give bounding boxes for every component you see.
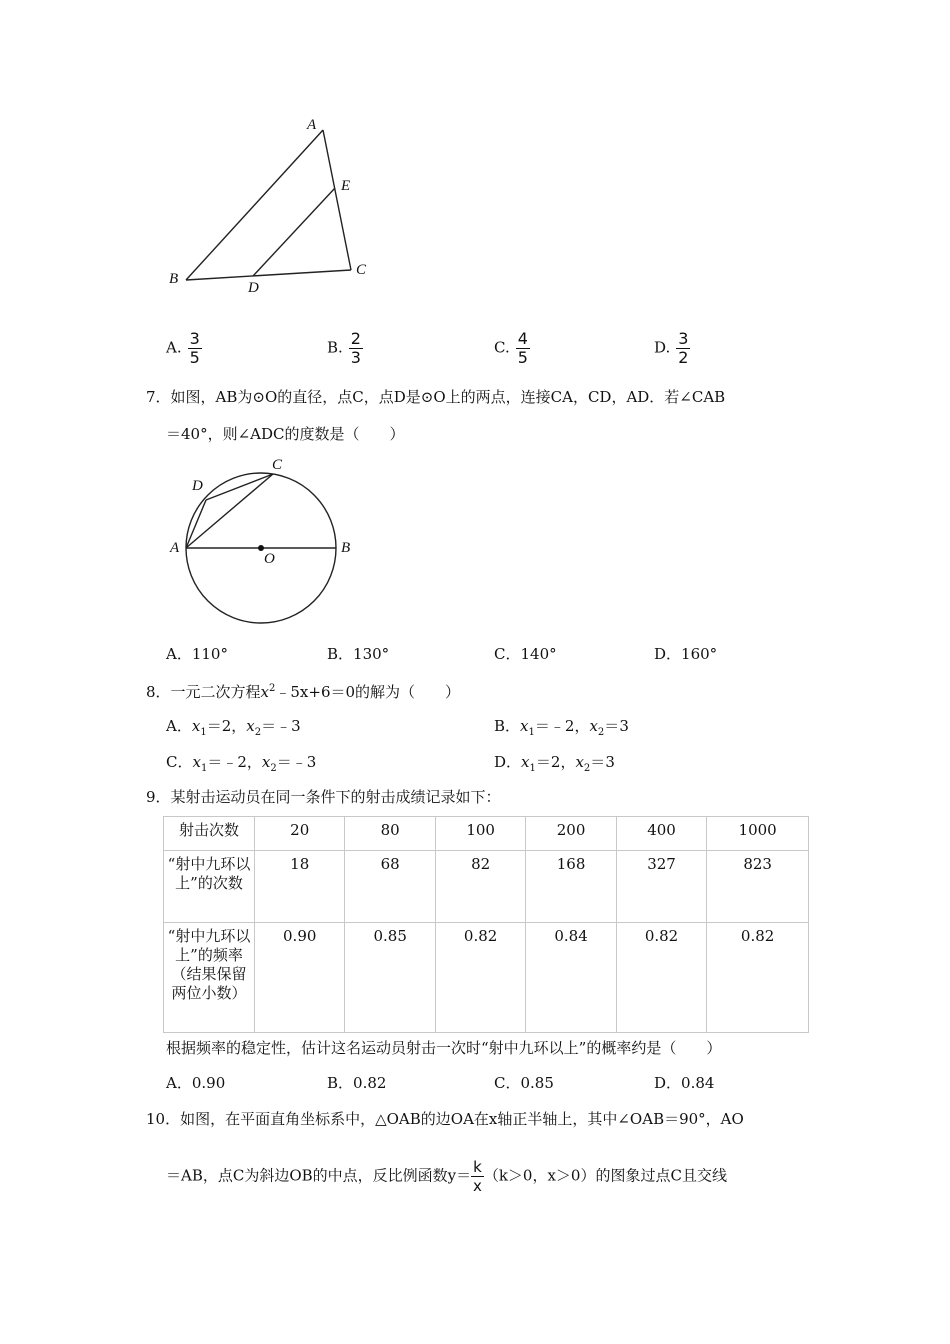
q6-option-c[interactable]: C. $\frac{4}{5}$	[494, 329, 528, 367]
q7-option-d[interactable]: D．160°	[654, 645, 718, 663]
table-cell: 0.85	[345, 923, 435, 1033]
table-cell: 168	[526, 851, 616, 923]
shooting-record-table	[163, 816, 809, 1033]
table-cell: 200	[526, 817, 616, 851]
table-cell: 0.82	[707, 923, 809, 1033]
table-cell: 823	[707, 851, 809, 923]
q8-option-c[interactable]: C．$x_1=﹣2$，$x_2=﹣3$	[166, 753, 317, 774]
label-b: B	[169, 271, 179, 287]
q7-stem-line2: ＝40°，则∠ADC的度数是（ ）	[166, 425, 405, 443]
row-head-hits: “射中九环以上”的次数	[164, 851, 255, 923]
label-b: B	[341, 540, 351, 556]
label-c: C	[356, 262, 367, 278]
segment-ab	[186, 130, 323, 280]
table-row	[164, 851, 809, 923]
table-cell: 80	[345, 817, 435, 851]
table-cell: 0.82	[435, 923, 525, 1033]
table-cell: 68	[345, 851, 435, 923]
label-a: A	[307, 117, 317, 133]
q7-option-c[interactable]: C．140°	[494, 645, 557, 663]
label-e: E	[341, 178, 351, 194]
table-row	[164, 817, 809, 851]
q7-option-b[interactable]: B．130°	[327, 645, 390, 663]
table-cell: 18	[255, 851, 345, 923]
segment-ad	[186, 500, 206, 548]
segment-bc	[186, 270, 351, 280]
fraction: $\frac{k}{x}$	[473, 1158, 482, 1195]
q6-option-a[interactable]: A. $\frac{3}{5}$	[166, 329, 200, 367]
q10-stem-line2: ＝AB，点C为斜边OB的中点，反比例函数y＝ $\frac{k}{x}$ （k＞0，x＞0）的图象过点C且交线	[166, 1158, 727, 1195]
segment-ac	[323, 130, 351, 270]
q7-stem-line1: 7．如图，AB为⊙O的直径，点C，点D是⊙O上的两点，连接CA，CD，AD．若∠CAB	[146, 388, 726, 406]
table-cell: 20	[255, 817, 345, 851]
q9-option-d[interactable]: D．0.84	[654, 1074, 715, 1092]
label-a: A	[170, 540, 180, 556]
label-c: C	[272, 457, 283, 473]
q8-option-a[interactable]: A．$x_1=2$，$x_2=﹣3$	[166, 717, 301, 738]
q9-option-a[interactable]: A．0.90	[166, 1074, 226, 1092]
segment-cd	[206, 474, 273, 500]
table-cell: 100	[435, 817, 525, 851]
q6-option-d[interactable]: D. $\frac{3}{2}$	[654, 329, 689, 367]
label-d: D	[248, 280, 259, 296]
q8-option-b[interactable]: B．$x_1=﹣2$，$x_2=3$	[494, 717, 629, 738]
segment-de	[253, 188, 335, 276]
table-cell: 327	[616, 851, 706, 923]
row-head-shots: 射击次数	[164, 817, 255, 851]
table-cell: 1000	[707, 817, 809, 851]
label-d: D	[192, 478, 203, 494]
label-o: O	[264, 551, 275, 567]
q6-option-b[interactable]: B. $\frac{2}{3}$	[327, 329, 361, 367]
q9-option-c[interactable]: C．0.85	[494, 1074, 554, 1092]
fraction: $\frac{3}{2}$	[678, 329, 689, 367]
row-head-frequency: “射中九环以上”的频率（结果保留两位小数）	[164, 923, 255, 1033]
table-cell: 0.84	[526, 923, 616, 1033]
table-cell: 400	[616, 817, 706, 851]
table-row	[164, 923, 809, 1033]
q10-stem-line1: 10．如图，在平面直角坐标系中，△OAB的边OA在x轴正半轴上，其中∠OAB＝90°，AO	[146, 1110, 744, 1128]
fraction: $\frac{2}{3}$	[350, 329, 361, 367]
q7-option-a[interactable]: A．110°	[166, 645, 228, 663]
q8-stem: 8．一元二次方程$x^2﹣5x+6=0$的解为（ ）	[146, 683, 461, 701]
q8-option-d[interactable]: D．$x_1=2$，$x_2=3$	[494, 753, 615, 774]
fraction: $\frac{3}{5}$	[189, 329, 200, 367]
q9-option-b[interactable]: B．0.82	[327, 1074, 387, 1092]
table-cell: 82	[435, 851, 525, 923]
table-cell: 0.82	[616, 923, 706, 1033]
q9-question: 根据频率的稳定性，估计这名运动员射击一次时“射中九环以上”的概率约是（ ）	[166, 1039, 722, 1057]
q9-stem: 9．某射击运动员在同一条件下的射击成绩记录如下：	[146, 788, 501, 806]
fraction: $\frac{4}{5}$	[517, 329, 528, 367]
table-cell: 0.90	[255, 923, 345, 1033]
